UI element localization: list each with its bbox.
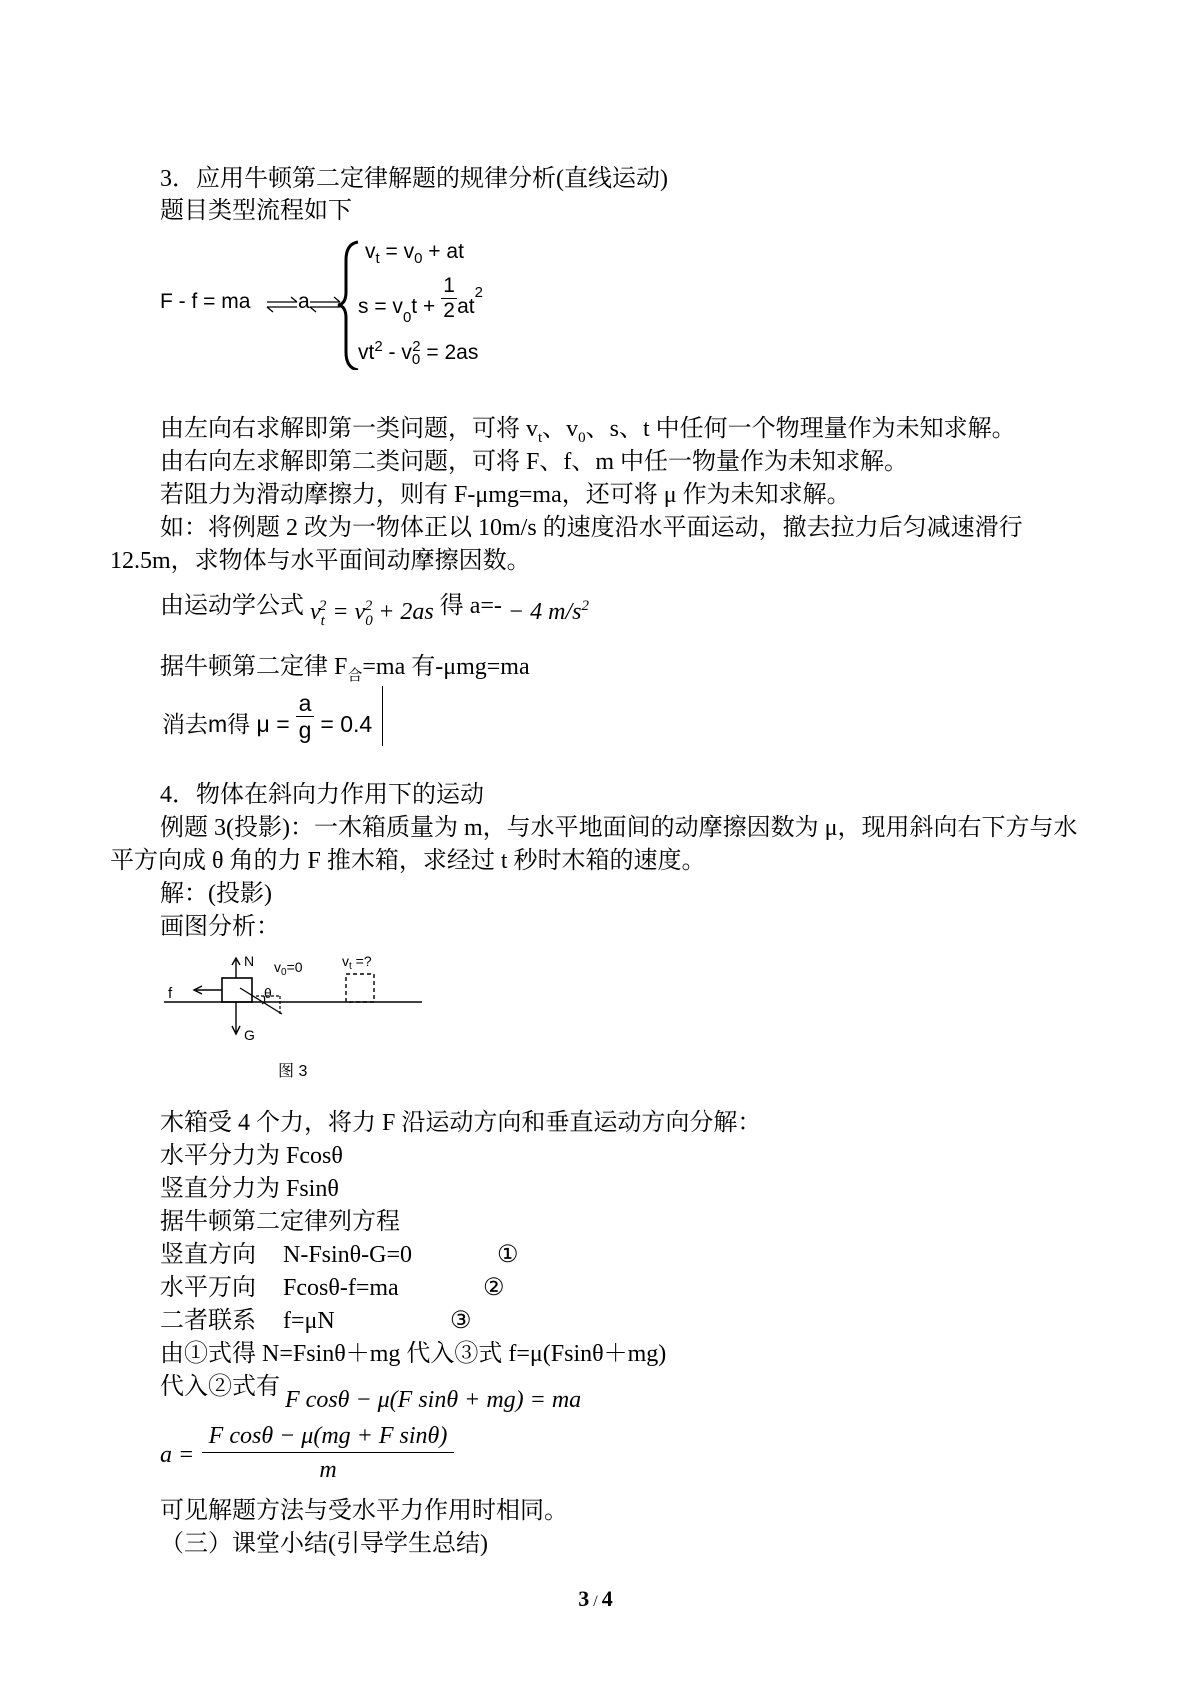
example-3-line-a: 例题 3(投影)：一木箱质量为 m，与水平地面间的动摩擦因数为 μ，现用斜向右下方与水 — [160, 815, 1078, 841]
brace-icon — [338, 242, 358, 370]
acceleration-value: − 4 $m/s^2$ — [507, 598, 589, 625]
paragraph-example-b: 12.5m，求物体与水平面间动摩擦因数。 — [110, 548, 531, 574]
section-3-heading: 3．应用牛顿第二定律解题的规律分析(直线运动) — [160, 166, 668, 192]
page-number: 3 / 4 — [578, 1586, 613, 1611]
horizontal-equation: Fcosθ-f=ma — [283, 1275, 399, 1301]
kinematics-formula: $v_t^2 = v_0^2 + 2as$ — [310, 598, 434, 629]
flow-equation-3: $vt^2 - v_0^2 = 2as$ — [358, 338, 479, 369]
solution-label: 解：(投影) — [160, 881, 272, 907]
force-diagram — [160, 950, 440, 1080]
flow-left-equation: F - f = ma — [160, 290, 251, 313]
kinematics-line: 由运动学公式 $v_t^2 = v_0^2 + 2as$ 得 a=- − 4 $m/s^2$ — [160, 593, 589, 629]
section-4-heading: 4．物体在斜向力作用下的运动 — [160, 782, 484, 808]
analysis-line-4: 据牛顿第二定律列方程 — [160, 1209, 400, 1235]
figure-caption: 图 3 — [278, 1063, 308, 1080]
derivation-line: 由①式得 N=Fsinθ＋mg 代入③式 f=μ(Fsinθ＋mg) — [160, 1341, 667, 1367]
horizontal-equation-label: 水平万向 — [160, 1275, 256, 1301]
figure-3 — [160, 950, 440, 1080]
equation-marker-1: ① — [497, 1242, 519, 1268]
eliminate-m-line: 消去m得 μ = $\frac{a}{g}$ = 0.4 — [162, 690, 373, 743]
final-box-shape — [346, 974, 374, 1002]
vertical-equation: N-Fsinθ-G=0 — [283, 1242, 413, 1268]
applied-force-line — [240, 988, 282, 1014]
example-3-line-b: 平方向成 θ 角的力 F 推木箱，求经过 t 秒时木箱的速度。 — [110, 848, 706, 874]
paragraph-type-2: 由右向左求解即第二类问题，可将 F、f、m 中任一物量作为未知求解。 — [160, 449, 909, 475]
relation-label: 二者联系 — [160, 1308, 256, 1334]
conclusion-line: 可见解题方法与受水平力作用时相同。 — [160, 1498, 568, 1524]
newton-law-line: 据牛顿第二定律 $F_合=ma$ 有-μmg=ma — [160, 654, 530, 684]
analysis-line-3: 竖直分力为 Fsinθ — [160, 1176, 339, 1202]
paragraph-friction: 若阻力为滑动摩擦力，则有 F-μmg=ma，还可将 μ 作为未知求解。 — [160, 482, 851, 508]
paragraph-type-1: 由左向右求解即第一类问题，可将 $v_t$、$v_0$、s、t 中任何一个物理量作为未知求解。 — [160, 416, 1016, 446]
label-vt: $v_t$ =? — [342, 953, 372, 972]
equation-marker-3: ③ — [450, 1308, 472, 1334]
double-arrow-icon — [267, 297, 297, 312]
substitute-label: 代入②式有 — [160, 1374, 280, 1400]
analysis-line-2: 水平分力为 Fcosθ — [160, 1143, 343, 1169]
draw-analysis-label: 画图分析： — [160, 914, 280, 940]
flow-diagram — [160, 240, 560, 370]
flow-equation-2: $s = v_0t$ + $\frac{1}{2}$ $at^2$ — [358, 274, 483, 327]
double-arrow-icon — [310, 297, 340, 312]
summary-heading: （三）课堂小结(引导学生总结) — [160, 1531, 488, 1557]
relation-equation: f=μN — [283, 1308, 335, 1334]
label-v0: $v_0=0$ — [274, 959, 303, 978]
box-shape — [222, 978, 252, 1002]
substituted-equation: F cosθ − μ(F sinθ + mg) = ma — [285, 1387, 582, 1413]
label-f: f — [168, 985, 173, 1002]
vertical-equation-label: 竖直方向 — [160, 1242, 256, 1268]
label-N: N — [244, 953, 255, 969]
flow-mid-variable: a — [298, 290, 310, 313]
analysis-line-1: 木箱受 4 个力，将力 F 沿运动方向和垂直运动方向分解： — [160, 1110, 762, 1136]
label-G: G — [244, 1027, 255, 1043]
flow-equation-1: $v_t = v_0$ + at — [365, 240, 464, 268]
section-3-subheading: 题目类型流程如下 — [160, 198, 352, 224]
paragraph-example-a: 如：将例题 2 改为一物体正以 10m/s 的速度沿水平面运动，撤去拉力后匀减速滑行 — [160, 515, 1023, 541]
cursor-line — [382, 686, 383, 746]
label-theta: θ — [264, 985, 272, 1001]
equation-marker-2: ② — [483, 1275, 505, 1301]
